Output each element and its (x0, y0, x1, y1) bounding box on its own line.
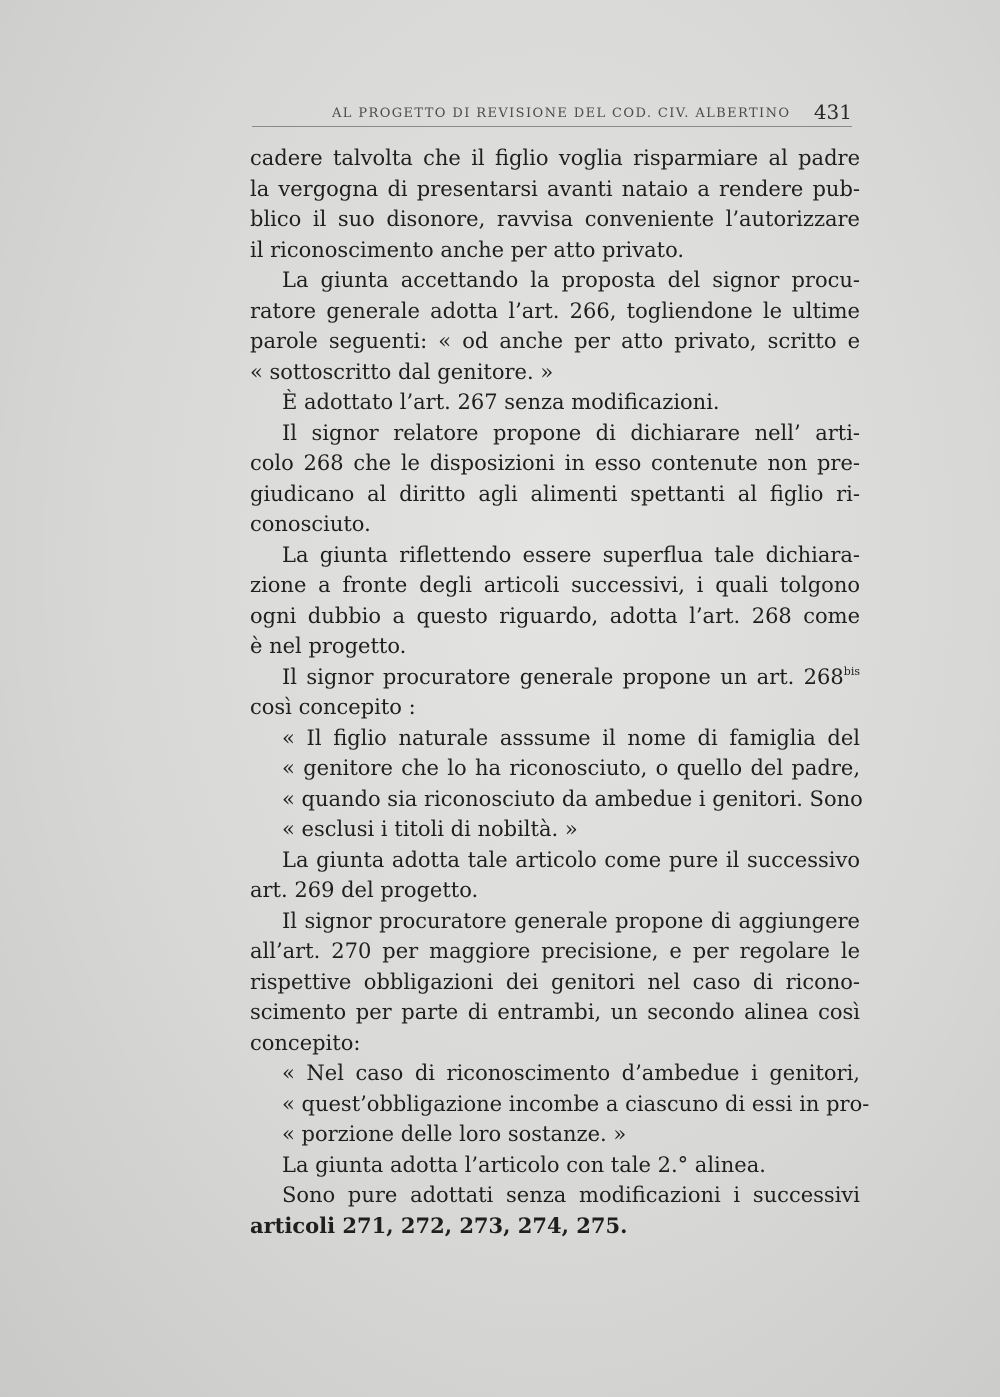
text-line: è nel progetto. (250, 634, 407, 658)
text-line: Il signor relatore propone di dichiarare nell’ arti- (282, 420, 860, 445)
text-line: « genitore che lo ha riconosciuto, o quello del padre, (282, 756, 860, 780)
text-line: parole seguenti: « od anche per atto privato, scritto e (250, 329, 860, 353)
text-line: Il signor procuratore generale propone un art. 268 (282, 664, 844, 689)
text-line: La giunta adotta l’articolo con tale 2.° alinea. (282, 1152, 766, 1177)
text-line: colo 268 che le disposizioni in esso contenute non pre- (250, 451, 860, 475)
text-line: « esclusi i titoli di nobiltà. » (282, 817, 578, 841)
page-number: 431 (813, 100, 852, 124)
text-line: « quest’obbligazione incombe a ciascuno di essi in pro- (282, 1091, 870, 1116)
text-line: zione a fronte degli articoli successivi, i quali tolgono (250, 573, 860, 597)
text-line: conosciuto. (250, 512, 371, 536)
text-line: la vergogna di presentarsi avanti nataio a rendere pub- (250, 176, 860, 201)
text-line-with-superscript (250, 662, 860, 693)
text-line: La giunta riflettendo essere superflua tale dichiara- (282, 542, 860, 567)
text-line: La giunta adotta tale articolo come pure il successivo (282, 847, 860, 872)
text-line: « porzione delle loro sostanze. » (282, 1122, 627, 1146)
text-line: giudicano al diritto agli alimenti spettanti al figlio ri- (250, 481, 860, 506)
text-line: Sono pure adottati senza modificazioni i successivi (282, 1183, 860, 1207)
text-line: « sottoscritto dal genitore. » (250, 359, 554, 384)
text-line: « quando sia riconosciuto da ambedue i genitori. Sono (282, 786, 863, 811)
text-line: blico il suo disonore, ravvisa conveniente l’autorizzare (250, 207, 860, 231)
text-line: « Il figlio naturale asssume il nome di famiglia del (282, 725, 860, 750)
text-line: rispettive obbligazioni dei genitori nel caso di ricono- (250, 969, 860, 994)
text-line: cadere talvolta che il figlio voglia risparmiare al padre (250, 146, 860, 170)
text-line: Il signor procuratore generale propone di aggiungere (282, 908, 860, 933)
text-line: art. 269 del progetto. (250, 878, 479, 902)
superscript-bis: bis (843, 664, 860, 678)
text-line: il riconoscimento anche per atto privato. (250, 237, 685, 262)
text-line: « Nel caso di riconoscimento d’ambedue i genitori, (282, 1061, 860, 1085)
text-line: articoli 271, 272, 273, 274, 275. (250, 1212, 628, 1238)
text-line: La giunta accettando la proposta del signor procu- (282, 268, 860, 292)
text-line: concepito: (250, 1030, 361, 1055)
text-line: ogni dubbio a questo riguardo, adotta l’art. 268 come (250, 603, 860, 628)
text-line: all’art. 270 per maggiore precisione, e per regolare le (250, 939, 860, 963)
text-line: ratore generale adotta l’art. 266, togliendone le ultime (250, 298, 860, 323)
text-line: scimento per parte di entrambi, un secondo alinea così (250, 1000, 860, 1024)
running-header (252, 100, 852, 127)
body-text (250, 143, 870, 1241)
text-line: È adottato l’art. 267 senza modificazioni. (282, 390, 720, 414)
header-title: AL PROGETTO DI REVISIONE DEL COD. CIV. ALBERTINO (332, 106, 791, 121)
text-line: così concepito : (250, 695, 416, 719)
